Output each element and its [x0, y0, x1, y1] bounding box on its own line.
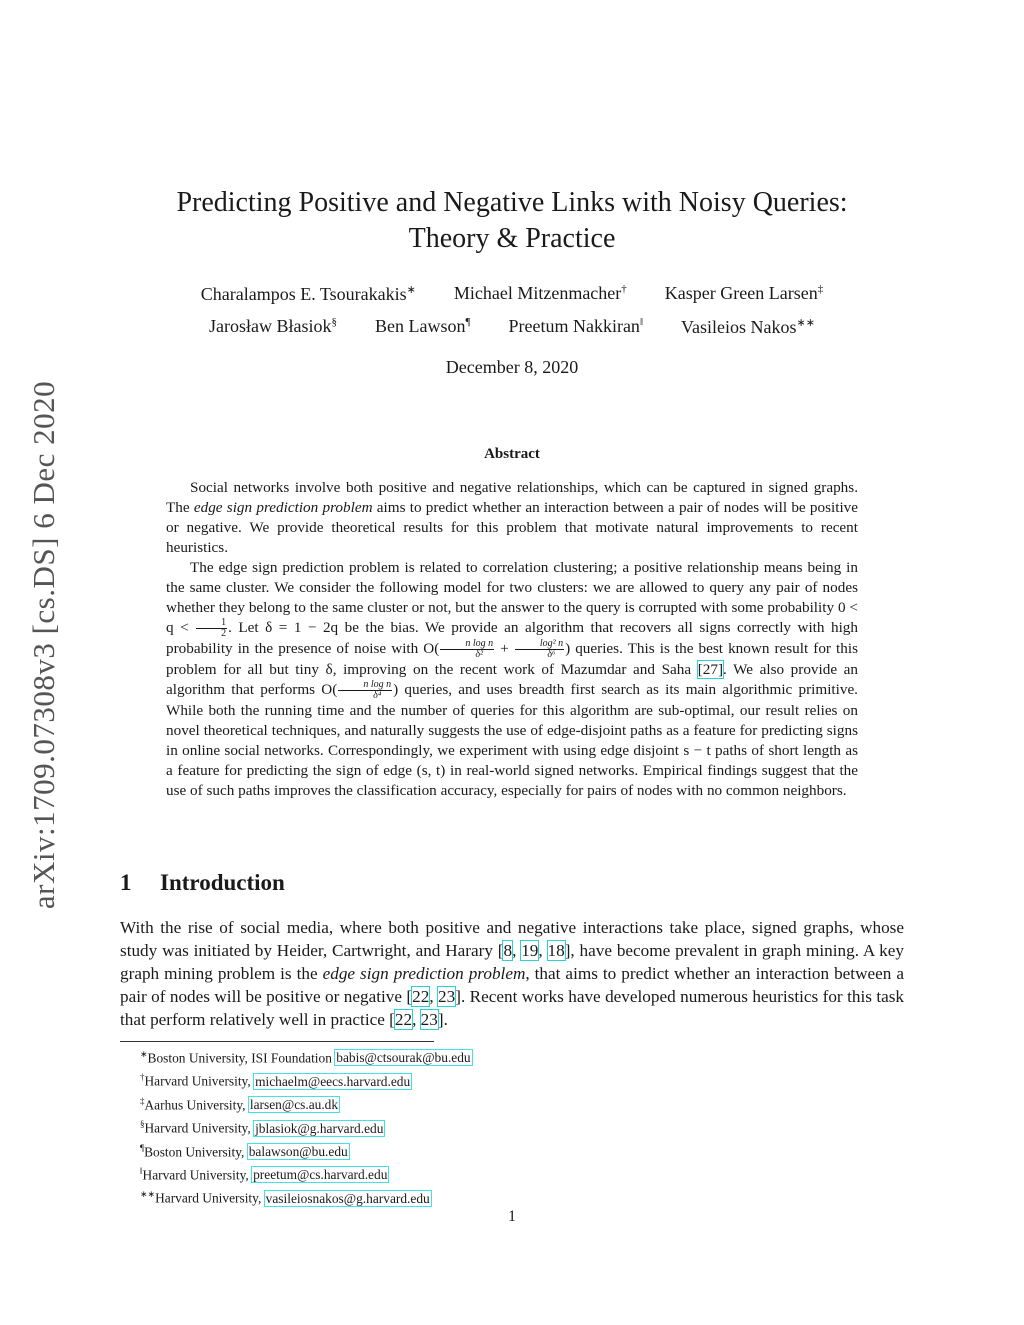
citation-link[interactable]: [27]: [697, 661, 724, 679]
fraction-half: $\frac{1}{2}$: [196, 618, 227, 639]
citation-link[interactable]: 22: [394, 1010, 413, 1029]
title-line-1: Predicting Positive and Negative Links with Noisy Queries:: [176, 187, 848, 218]
paper-date: December 8, 2020: [445, 357, 579, 377]
introduction-body: [120, 916, 904, 1031]
author: Michael Mitzenmacher†: [453, 283, 627, 303]
citation-link[interactable]: 23: [438, 987, 456, 1006]
author: Ben Lawson¶: [375, 316, 471, 336]
footnote: ∗Boston University, ISI Foundation babis@ctsourak@bu.edu: [140, 1049, 471, 1066]
email-link[interactable]: larsen@cs.au.dk: [249, 1097, 339, 1113]
citation-link[interactable]: 8: [503, 941, 513, 960]
fraction-2: $\frac{\text{log² n}}{\text{δ⁶}}$: [515, 639, 564, 660]
fraction-3: $\frac{\text{n log n}}{\text{δ⁴}}$: [338, 680, 392, 701]
email-link[interactable]: babis@ctsourak@bu.edu: [336, 1050, 471, 1066]
email-link[interactable]: jblasiok@g.harvard.edu: [255, 1120, 384, 1136]
email-link[interactable]: preetum@cs.harvard.edu: [253, 1167, 388, 1183]
email-link[interactable]: michaelm@eecs.harvard.edu: [255, 1073, 411, 1089]
footnote: †Harvard University, michaelm@eecs.harvard.edu: [140, 1072, 411, 1089]
footnote: ‖Harvard University, preetum@cs.harvard.edu: [140, 1165, 388, 1183]
footnote: ∗∗Harvard University, vasileiosnakos@g.harvard.edu: [140, 1189, 430, 1206]
author: Charalampos E. Tsourakakis∗: [200, 284, 416, 304]
author: Jarosław Błasiok§: [209, 316, 337, 336]
paper-title: [150, 185, 874, 257]
abstract-body: [166, 478, 858, 801]
title-line-2: Theory & Practice: [408, 223, 616, 254]
author: Kasper Green Larsen‡: [664, 283, 824, 303]
arxiv-identifier: arXiv:1709.07308v3 [cs.DS] 6 Dec 2020: [26, 380, 61, 910]
email-link[interactable]: vasileiosnakos@g.harvard.edu: [265, 1190, 430, 1206]
fraction-1: $\frac{\text{n log n}}{\text{δ²}}$: [440, 639, 494, 660]
abstract-paragraph-1: Social networks involve both positive and negative relationships, which can be captured in signed graphs. The edge sign prediction problem aims to predict whether an interaction between a pair of nodes will be positive or negative. We provide theoretical results for this problem that motivate natural improvements to recent heuristics.: [166, 479, 858, 556]
citation-link[interactable]: 18: [547, 941, 565, 960]
abstract-heading: Abstract: [484, 446, 540, 462]
authors-row-2: [120, 316, 904, 338]
citation-link[interactable]: 23: [420, 1010, 438, 1029]
author: Vasileios Nakos∗∗: [681, 317, 815, 337]
footnote: §Harvard University, jblasiok@g.harvard.edu: [140, 1119, 384, 1136]
footnotes: [140, 1045, 472, 1209]
abstract-paragraph-2: The edge sign prediction problem is related to correlation clustering; a positive relationship means being in the same cluster. We consider the following model for two clusters: we are allowed to query any pair of nodes whether they belong to the same cluster or not, but the answer to the query is corrupted with some probability 0 < q < $\frac{1}{2}$ . Let δ = 1 − 2q be the bias. We provide an algorithm that recovers all signs correctly with high probability in the presence of noise with O( $\frac{\text{n log n}}{\text{δ²}}$ + $\frac{\text{log² n}}{\text{δ⁶}}$ ) queries. This is the best known result for this problem for all but tiny δ, improving on the recent work of Mazumdar and Saha [27]. We also provide an algorithm that performs O( $\frac{\text{n log n}}{\text{δ⁴}}$ ) queries, and uses breadth first search as its main algorithmic primitive. While both the running time and the number of queries for this algorithm are sub-optimal, our result relies on novel theoretical techniques, and naturally suggests the use of edge-disjoint paths as a feature for predicting signs in online social networks. Correspondingly, we experiment with using edge disjoint s − t paths of short length as a feature for predicting the sign of edge (s, t) in real-world signed networks. Empirical findings suggest that the use of such paths improves the classification accuracy, especially for pairs of nodes with no common neighbors.: [166, 559, 859, 800]
intro-paragraph: With the rise of social media, where both positive and negative interactions take place, signed graphs, whose study was initiated by Heider, Cartwright, and Harary [8, 19, 18], have become prevalent in graph mining. A key graph mining problem is the edge sign prediction problem, that aims to predict whether an interaction between a pair of nodes will be positive or negative [22, 23]. Recent works have developed numerous heuristics for this task that perform relatively well in practice [22, 23].: [120, 918, 905, 1029]
citation-link[interactable]: 19: [521, 941, 539, 960]
citation-link[interactable]: 22: [412, 987, 430, 1006]
email-link[interactable]: balawson@bu.edu: [248, 1143, 348, 1159]
footnote: ¶Boston University, balawson@bu.edu: [140, 1142, 348, 1159]
section-heading: 1 Introduction: [120, 870, 285, 895]
footnote-rule: [120, 1041, 434, 1042]
page-number: 1: [508, 1208, 516, 1225]
footnote: ‡Aarhus University, larsen@cs.au.dk: [140, 1095, 339, 1113]
author: Preetum Nakkiran‖: [508, 316, 644, 336]
authors-row-1: [120, 283, 904, 305]
